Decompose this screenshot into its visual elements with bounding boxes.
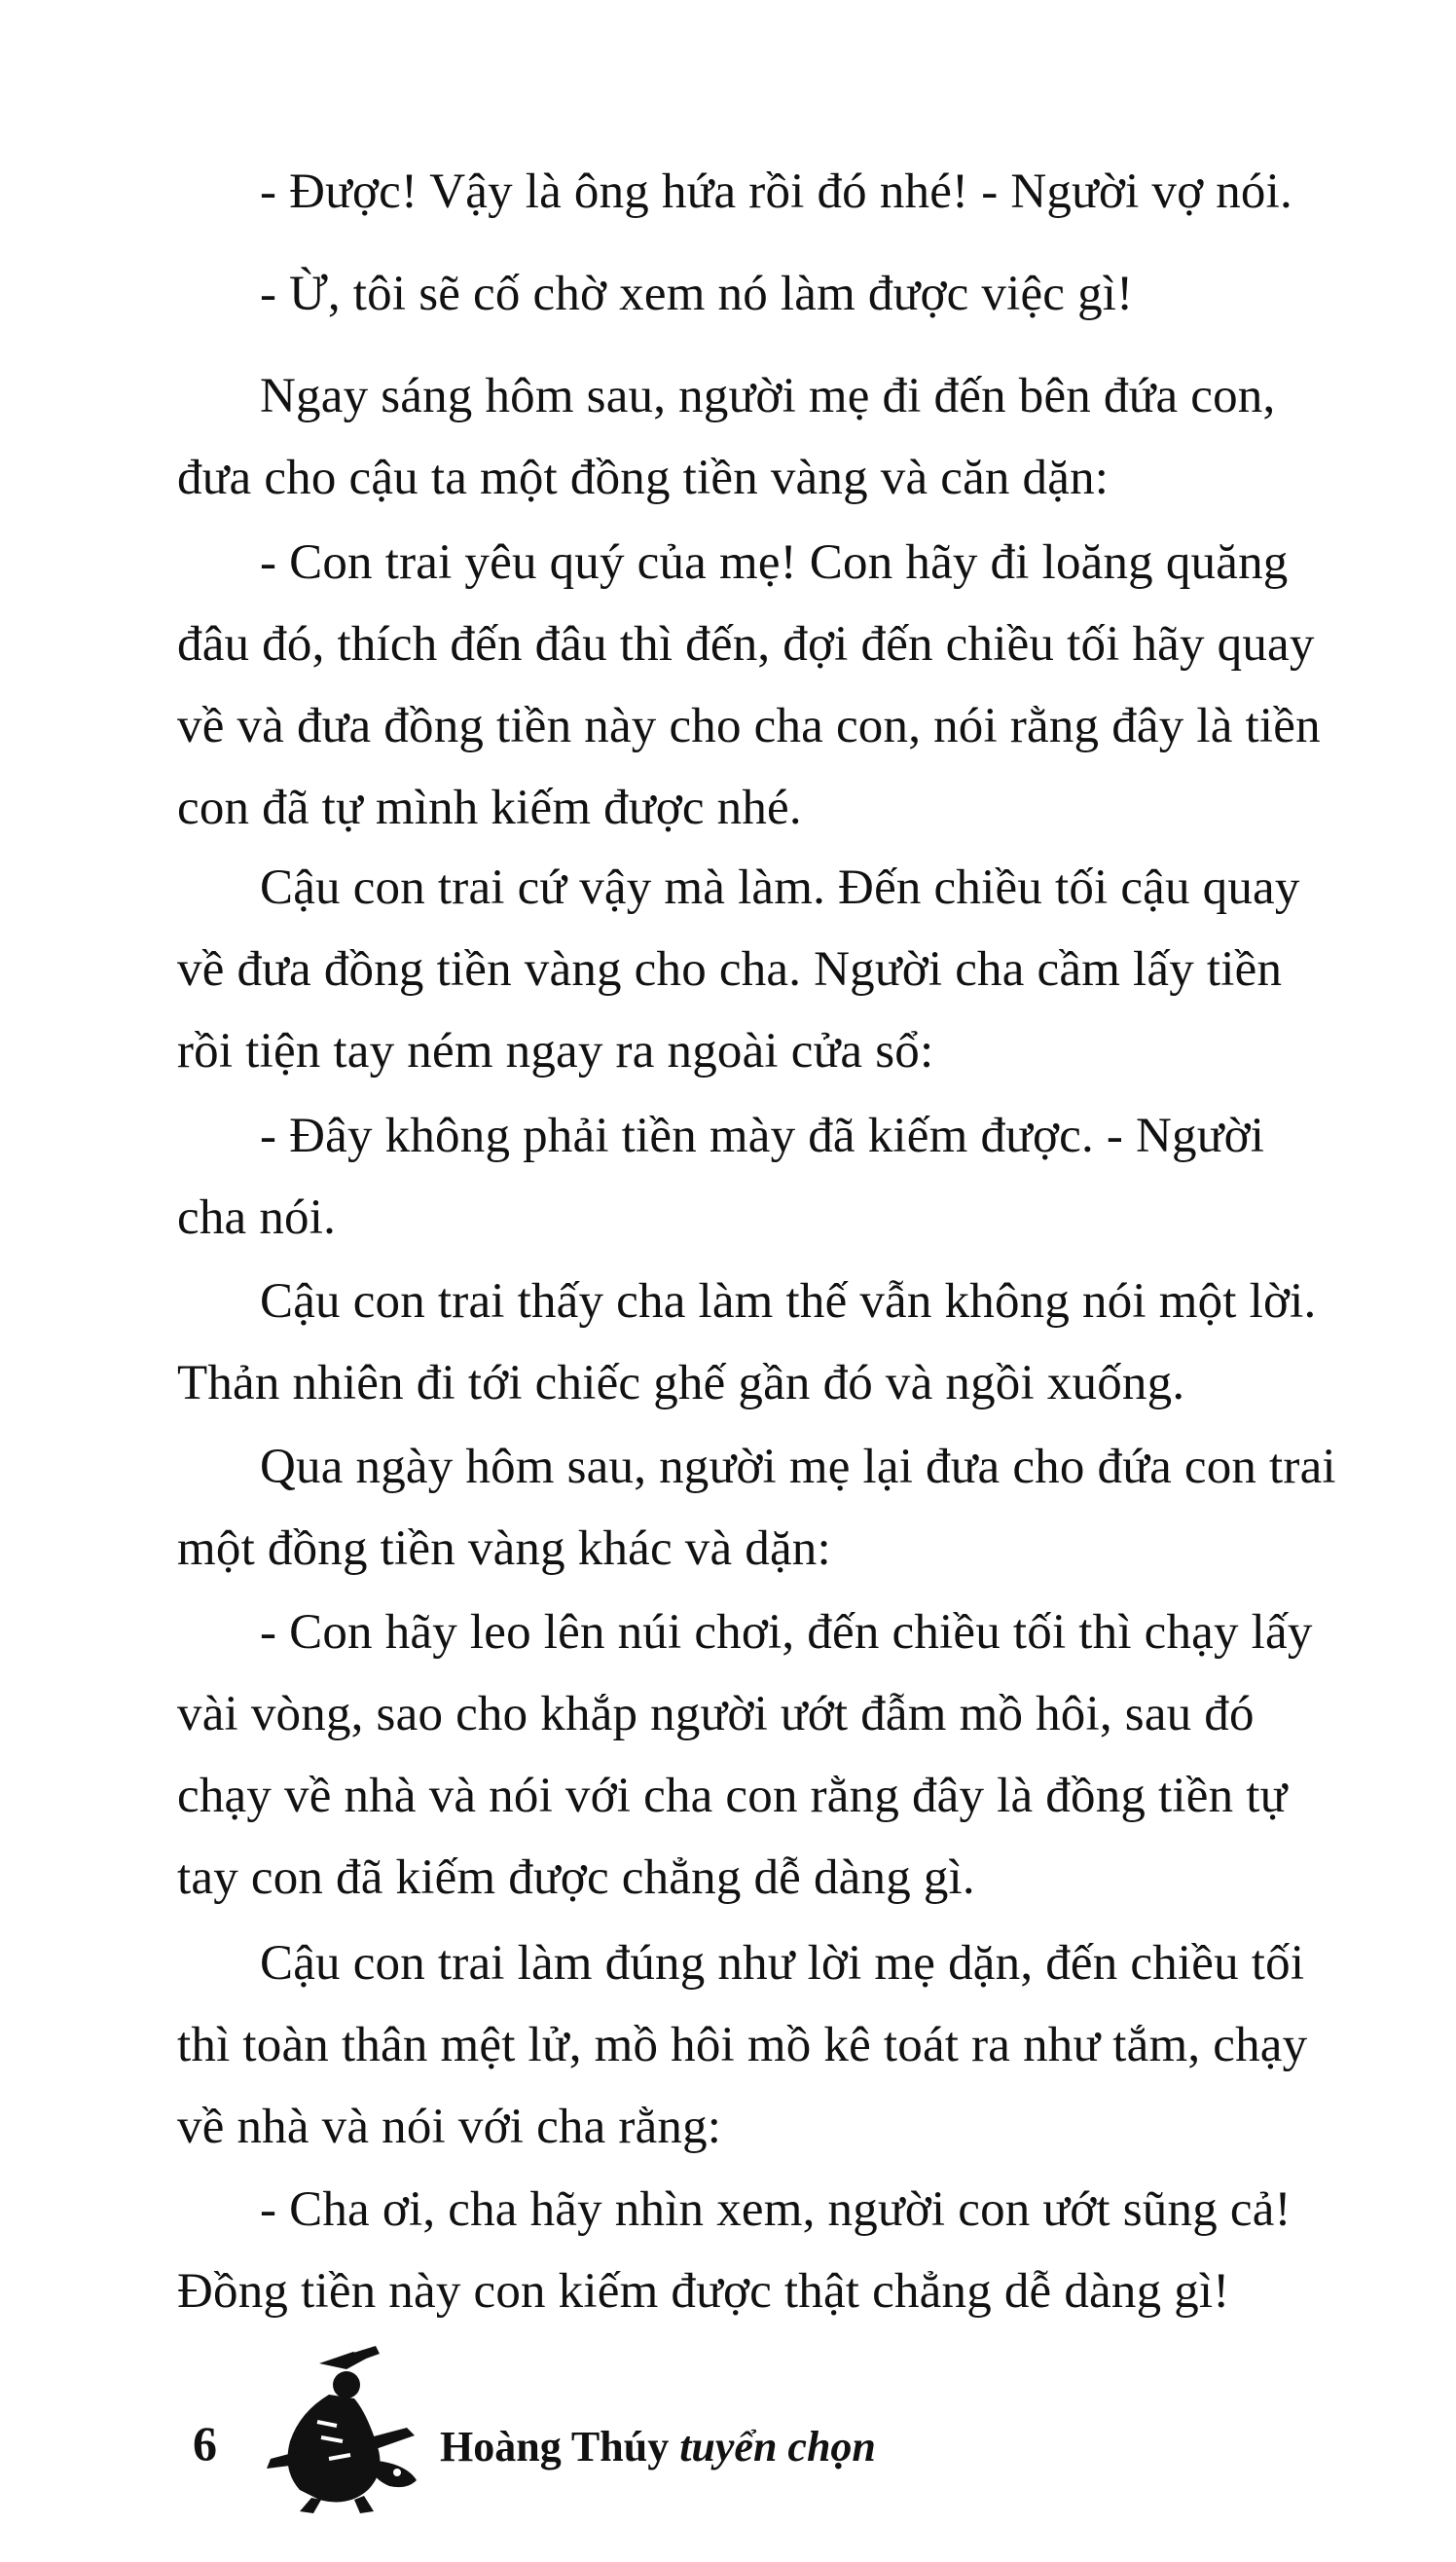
- text-line: - Con trai yêu quý của mẹ! Con hãy đi loăng quăng: [260, 535, 1289, 590]
- paragraph-9: [177, 1592, 1423, 1919]
- paragraph-11: [177, 2169, 1423, 2332]
- text-line: đâu đó, thích đến đâu thì đến, đợi đến chiều tối hãy quay: [177, 617, 1315, 672]
- text-line: - Đây không phải tiền mày đã kiếm được. - Người: [260, 1109, 1265, 1163]
- page-number: 6: [193, 2416, 217, 2470]
- text-line: một đồng tiền vàng khác và dặn:: [177, 1521, 831, 1576]
- paragraph-10: [177, 1922, 1423, 2168]
- author-name: Hoàng Thúy: [440, 2423, 670, 2470]
- text-line: về nhà và nói với cha rằng:: [177, 2100, 722, 2154]
- author-role: tuyển chọn: [679, 2423, 876, 2470]
- text-line: Cậu con trai làm đúng như lời mẹ dặn, đến chiều tối: [260, 1936, 1305, 1991]
- page-footer: [0, 2326, 1456, 2521]
- text-line: về đưa đồng tiền vàng cho cha. Người cha cầm lấy tiền: [177, 942, 1283, 997]
- text-line: về và đưa đồng tiền này cho cha con, nói rằng đây là tiền: [177, 699, 1321, 753]
- text-line: Thản nhiên đi tới chiếc ghế gần đó và ngồi xuống.: [177, 1356, 1185, 1410]
- paragraph-6: [177, 1095, 1423, 1259]
- text-line: thì toàn thân mệt lử, mồ hôi mồ kê toát ra như tắm, chạy: [177, 2018, 1308, 2072]
- paragraph-8: [177, 1426, 1423, 1590]
- text-line: Đồng tiền này con kiếm được thật chẳng dễ dàng gì!: [177, 2264, 1230, 2319]
- text-line: Cậu con trai cứ vậy mà làm. Đến chiều tối cậu quay: [260, 860, 1300, 915]
- text-line: Qua ngày hôm sau, người mẹ lại đưa cho đứa con trai: [260, 1440, 1336, 1494]
- text-line: - Con hãy leo lên núi chơi, đến chiều tối thì chạy lấy: [260, 1605, 1313, 1660]
- text-line: cha nói.: [177, 1190, 337, 1245]
- paragraph-1: [177, 151, 1423, 233]
- text-line: chạy về nhà và nói với cha con rằng đây là đồng tiền tự: [177, 1769, 1288, 1823]
- text-line: con đã tự mình kiếm được nhé.: [177, 781, 802, 835]
- paragraph-2: [177, 253, 1423, 335]
- text-line: đưa cho cậu ta một đồng tiền vàng và căn dặn:: [177, 451, 1110, 505]
- text-line: rồi tiện tay ném ngay ra ngoài cửa sổ:: [177, 1024, 934, 1079]
- text-line: - Được! Vậy là ông hứa rồi đó nhé! - Người vợ nói.: [260, 165, 1292, 219]
- text-line: Cậu con trai thấy cha làm thế vẫn không nói một lời.: [260, 1274, 1317, 1329]
- text-line: - Cha ơi, cha hãy nhìn xem, người con ướt sũng cả!: [260, 2182, 1292, 2237]
- author-credit: [440, 2420, 876, 2474]
- text-line: - Ừ, tôi sẽ cố chờ xem nó làm được việc gì!: [260, 267, 1134, 321]
- rabbit-rider-illustration-icon: [261, 2344, 426, 2514]
- text-line: Ngay sáng hôm sau, người mẹ đi đến bên đứa con,: [260, 369, 1276, 423]
- paragraph-4: [177, 522, 1423, 849]
- text-line: vài vòng, sao cho khắp người ướt đẫm mồ hôi, sau đó: [177, 1687, 1255, 1741]
- text-line: tay con đã kiếm được chẳng dễ dàng gì.: [177, 1850, 975, 1905]
- paragraph-3: [177, 355, 1423, 519]
- paragraph-5: [177, 847, 1423, 1092]
- paragraph-7: [177, 1261, 1423, 1424]
